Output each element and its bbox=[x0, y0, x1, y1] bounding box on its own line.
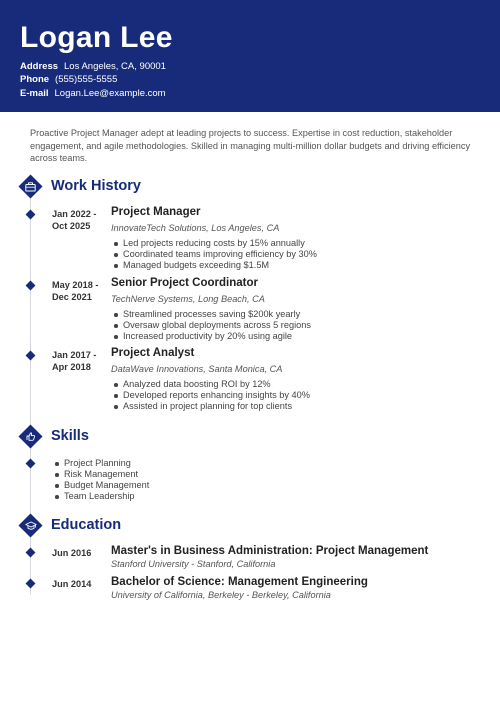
list-item: Assisted in project planning for top clients bbox=[111, 401, 310, 412]
list-item: Analyzed data boosting ROI by 12% bbox=[111, 379, 310, 390]
graduation-cap-icon bbox=[22, 517, 39, 534]
job-title: Project Manager bbox=[111, 206, 201, 218]
education-date: Jun 2016 bbox=[52, 548, 92, 558]
phone-line bbox=[20, 73, 117, 86]
skills-badge bbox=[18, 424, 42, 448]
phone-value: (555)555-5555 bbox=[55, 74, 118, 85]
degree-title: Bachelor of Science: Management Engineering bbox=[111, 576, 368, 588]
job-date-start: May 2018 - bbox=[52, 280, 99, 290]
job-company: InnovateTech Solutions, Los Angeles, CA bbox=[111, 223, 280, 233]
timeline-marker bbox=[26, 351, 36, 361]
hand-icon bbox=[22, 428, 39, 445]
list-item: Risk Management bbox=[52, 469, 149, 480]
email-label: E-mail bbox=[20, 88, 49, 99]
list-item: Increased productivity by 20% using agile bbox=[111, 331, 311, 342]
list-item: Led projects reducing costs by 15% annually bbox=[111, 238, 317, 249]
education-date: Jun 2014 bbox=[52, 579, 92, 589]
job-title: Senior Project Coordinator bbox=[111, 277, 258, 289]
job-date-start: Jan 2017 - bbox=[52, 350, 97, 360]
education-badge bbox=[18, 513, 42, 537]
skills-list bbox=[52, 458, 149, 502]
list-item: Managed budgets exceeding $1.5M bbox=[111, 260, 317, 271]
degree-title: Master's in Business Administration: Project Management bbox=[111, 545, 429, 557]
list-item: Streamlined processes saving $200k yearly bbox=[111, 309, 311, 320]
candidate-name: Logan Lee bbox=[20, 21, 173, 54]
list-item: Coordinated teams improving efficiency by 30% bbox=[111, 249, 317, 260]
job-title: Project Analyst bbox=[111, 347, 195, 359]
list-item: Budget Management bbox=[52, 480, 149, 491]
phone-label: Phone bbox=[20, 74, 50, 85]
email-line bbox=[20, 87, 166, 100]
job-date bbox=[52, 208, 108, 232]
resume-header bbox=[0, 0, 500, 112]
email-value[interactable]: Logan.Lee@example.com bbox=[54, 88, 166, 99]
section-title-skills: Skills bbox=[51, 428, 89, 444]
section-title-work-history: Work History bbox=[51, 178, 141, 194]
timeline-marker bbox=[26, 281, 36, 291]
list-item: Team Leadership bbox=[52, 491, 149, 502]
timeline-marker bbox=[26, 459, 36, 469]
job-date-end: Apr 2018 bbox=[52, 362, 91, 372]
address-line bbox=[20, 60, 166, 73]
job-bullets bbox=[111, 379, 310, 412]
timeline-marker bbox=[26, 210, 36, 220]
address-label: Address bbox=[20, 61, 59, 72]
briefcase-icon bbox=[22, 178, 39, 195]
work-history-badge bbox=[18, 174, 42, 198]
job-company: TechNerve Systems, Long Beach, CA bbox=[111, 294, 265, 304]
address-value: Los Angeles, CA, 90001 bbox=[64, 61, 166, 72]
job-bullets bbox=[111, 238, 317, 271]
section-title-education: Education bbox=[51, 517, 122, 533]
job-date-start: Jan 2022 - bbox=[52, 209, 97, 219]
professional-summary: Proactive Project Manager adept at leading projects to success. Expertise in cost reduction, stakeholder engagement, and agile methodologies. Skilled in managing multi-million dollar budgets and driving efficiency across teams. bbox=[30, 128, 471, 163]
list-item: Developed reports enhancing insights by 40% bbox=[111, 390, 310, 401]
list-item: Project Planning bbox=[52, 458, 149, 469]
school-name: Stanford University - Stanford, California bbox=[111, 559, 276, 569]
timeline-marker bbox=[26, 548, 36, 558]
list-item: Oversaw global deployments across 5 regions bbox=[111, 320, 311, 331]
timeline-marker bbox=[26, 579, 36, 589]
job-date bbox=[52, 279, 108, 303]
job-bullets bbox=[111, 309, 311, 342]
job-date-end: Oct 2025 bbox=[52, 221, 91, 231]
job-date-end: Dec 2021 bbox=[52, 292, 92, 302]
job-date bbox=[52, 349, 108, 373]
job-company: DataWave Innovations, Santa Monica, CA bbox=[111, 364, 283, 374]
school-name: University of California, Berkeley - Berkeley, California bbox=[111, 590, 331, 600]
